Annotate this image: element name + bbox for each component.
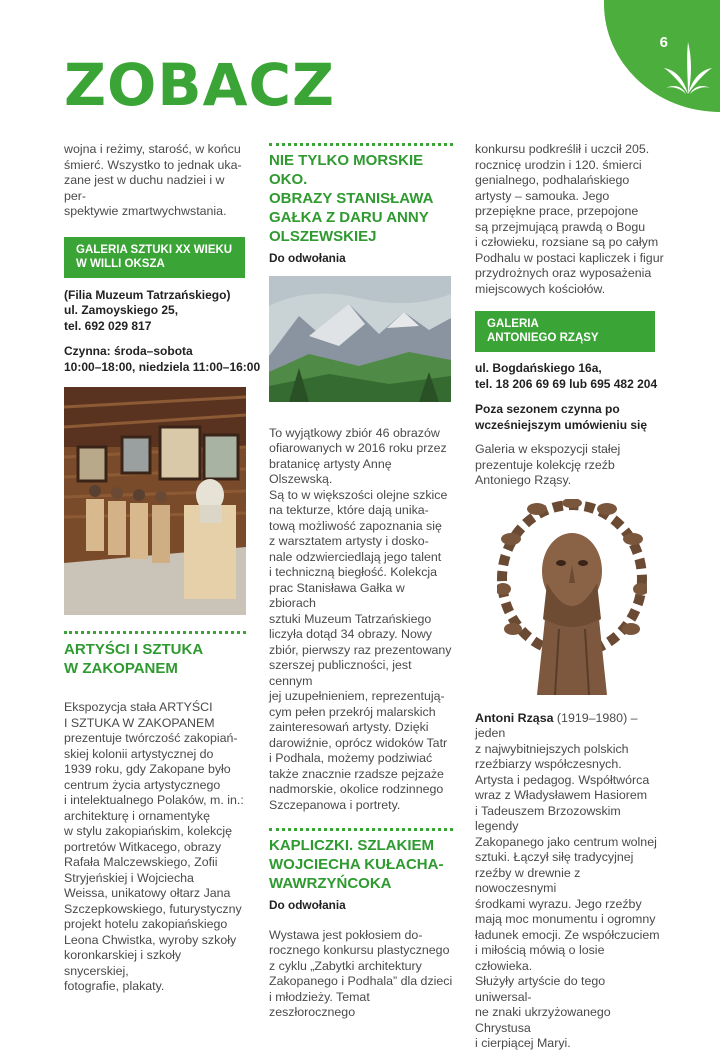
- text-line: Służyły artyście do tego uniwersal-: [475, 974, 606, 1004]
- heading-line: WOJCIECHA KUŁACHA-: [269, 856, 444, 873]
- text-line: zane jest w duchu nadziei i w per-: [64, 173, 225, 203]
- text-line: (Filia Muzeum Tatrzańskiego): [64, 287, 231, 302]
- bio-dates: (1919–1980) – jeden: [475, 710, 638, 740]
- text-line: i intelektualnego Polaków, m. in.:: [64, 793, 244, 807]
- text-line: Są to w większości olejne szkice: [269, 487, 448, 502]
- text-line: ul. Zamoyskiego 25,: [64, 303, 179, 317]
- text-line: [475, 711, 665, 742]
- heading-line: ARTYŚCI I SZTUKA: [64, 641, 204, 658]
- page-title: ZOBACZ: [64, 51, 336, 119]
- text-line: wcześniejszym umówieniu się: [475, 417, 648, 432]
- gallery-rzasa-desc: [475, 442, 665, 489]
- text-line: zainteresowań artysty. Dzięki: [269, 720, 429, 734]
- box-line: GALERIA: [487, 318, 539, 330]
- heading-line: OLSZEWSKIEJ: [269, 228, 377, 245]
- heading-line: GAŁKA Z DARU ANNY: [269, 209, 429, 226]
- text-line: rzeźbiarzy współczesnych.: [475, 757, 622, 771]
- section-divider: [64, 631, 246, 634]
- gallery-oksza-box: [64, 237, 245, 278]
- text-line: ładunek emocji. Ze współczuciem: [475, 927, 660, 942]
- text-line: Podhalu w postaci kapliczek i figur: [475, 250, 664, 265]
- text-line: i młodzieży. Temat zeszłorocznego: [269, 989, 370, 1019]
- galek-text: [269, 426, 453, 814]
- text-line: I SZTUKA W ZAKOPANEM: [64, 715, 215, 730]
- column-right: [475, 142, 665, 1052]
- text-line: cym pełen przekrój malarskich: [269, 704, 436, 719]
- text-line: Leona Chwistka, wyroby szkoły: [64, 932, 237, 947]
- text-line: prezentuje twórczość zakopiań-: [64, 731, 238, 745]
- text-line: miejscowych kościołów.: [475, 281, 606, 296]
- text-line: bratanicę artysty Annę Olszewską.: [269, 456, 392, 486]
- text-line: prac Stanisława Gałka w zbiorach: [269, 580, 405, 610]
- text-line: i cierpiącej Maryi.: [475, 1036, 571, 1050]
- leaf-icon: [662, 38, 714, 96]
- text-line: prezentuje kolekcję rzeźb: [475, 457, 615, 472]
- text-line: także znacznie rzadsze pejzaże: [269, 766, 444, 781]
- text-line: rocznego konkursu plastycznego: [269, 943, 450, 957]
- text-line: Wystawa jest pokłosiem do-: [269, 927, 423, 942]
- text-line: z warsztatem artysty i dosko-: [269, 534, 429, 548]
- text-line: Weissa, unikatowy ołtarz Jana: [64, 886, 231, 900]
- wooden-sculpture-photo: [497, 499, 647, 695]
- text-line: spektywie zmartwychwstania.: [64, 204, 227, 218]
- artysci-text: [64, 700, 246, 995]
- gallery-rzasa-hours: [475, 402, 665, 433]
- text-line: ofiarowanych w 2016 roku przez: [269, 441, 447, 455]
- gallery-rzasa-box: [475, 311, 655, 352]
- text-line: zbiór, pierwszy raz prezentowany: [269, 642, 452, 657]
- text-line: z cyklu „Zabytki architektury: [269, 958, 422, 973]
- intro-text: [64, 142, 246, 220]
- text-line: nadmorskie, okolice rodzinnego: [269, 782, 444, 796]
- text-line: śmierć. Wszystko to jednak uka-: [64, 157, 242, 172]
- text-line: Szczepkowskiego, futurystyczny: [64, 901, 242, 916]
- text-line: przydrożnych oraz wyposażenia: [475, 266, 652, 280]
- heading-line: WAWRZYŃCOKA: [269, 875, 392, 892]
- text-line: Stryjeńskiej i Wojciecha: [64, 870, 194, 885]
- rzasa-bio: [475, 711, 665, 1052]
- text-line: ul. Bogdańskiego 16a,: [475, 361, 602, 375]
- text-line: tel. 18 206 69 69 lub 695 482 204: [475, 376, 658, 391]
- text-line: i miłością mówią o losie człowieka.: [475, 943, 605, 973]
- box-line: W WILLI OKSZA: [76, 257, 165, 270]
- text-line: genialnego, podhalańskiego: [475, 173, 630, 187]
- text-line: 10:00–18:00, niedziela 11:00–16:00: [64, 359, 261, 374]
- text-line: konkursu podkreślił i uczcił 205.: [475, 142, 650, 156]
- kapliczki-text: [269, 928, 453, 1021]
- text-line: liczyła dotąd 34 obrazy. Nowy: [269, 627, 432, 641]
- kapliczki-heading: [269, 836, 453, 893]
- text-line: Galeria w ekspozycji stałej: [475, 442, 621, 456]
- gallery-oksza-hours: [64, 344, 261, 375]
- text-line: nale odzwierciedlają jego talent: [269, 549, 442, 564]
- kapliczki-continued-text: [475, 142, 665, 297]
- text-line: mają moc monumentu i ogromny: [475, 912, 656, 926]
- gallery-oksza-address: [64, 288, 246, 335]
- text-line: z najwybitniejszych polskich: [475, 741, 629, 756]
- text-line: architekturę i ornamentykę: [64, 808, 211, 823]
- text-line: Czynna: środa–sobota: [64, 344, 193, 358]
- text-line: fotografie, plakaty.: [64, 979, 165, 993]
- mountain-painting-photo: [269, 276, 451, 402]
- text-line: koronkarskiej i szkoły snycerskiej,: [64, 948, 182, 978]
- column-left: [64, 142, 261, 995]
- text-line: w stylu zakopiańskim, kolekcję: [64, 824, 233, 838]
- text-line: i techniczną biegłość. Kolekcja: [269, 565, 438, 579]
- text-line: sztuki Muzeum Tatrzańskiego: [269, 611, 432, 626]
- text-line: są przejmującą prawdą o Bogu: [475, 219, 646, 234]
- section-divider: [269, 143, 453, 146]
- text-line: Antoniego Rząsy.: [475, 473, 572, 487]
- text-line: szerszej publiczności, jest cennym: [269, 658, 412, 688]
- text-line: To wyjątkowy zbiór 46 obrazów: [269, 425, 440, 440]
- text-line: i człowieku, rozsiane są po całym: [475, 235, 659, 249]
- text-line: projekt hotelu zakopiańskiego: [64, 917, 228, 931]
- text-line: środkami wyrazu. Jego rzeźby: [475, 896, 642, 911]
- text-line: centrum życia artystycznego: [64, 777, 221, 792]
- box-line: ANTONIEGO RZĄSY: [487, 332, 599, 344]
- text-line: przepiękne prace, przepojone: [475, 204, 639, 218]
- text-line: tową możliwość zapoznania się: [269, 518, 442, 533]
- section-divider: [269, 828, 453, 831]
- heading-line: NIE TYLKO MORSKIE OKO.: [269, 152, 424, 188]
- text-line: jej uzupełnieniem, reprezentują-: [269, 689, 445, 703]
- text-line: na tekturze, które dają unika-: [269, 503, 429, 517]
- artysci-heading: [64, 640, 246, 678]
- page-number: 6: [659, 34, 668, 51]
- bio-name: Antoni Rząsa: [475, 710, 554, 725]
- text-line: darowiźnie, oprócz widoków Tatr: [269, 735, 448, 750]
- galek-dates: Do odwołania: [269, 251, 346, 265]
- heading-line: KAPLICZKI. SZLAKIEM: [269, 837, 434, 854]
- text-line: i Tadeuszem Brzozowskim legendy: [475, 803, 621, 833]
- text-line: wojna i reżimy, starość, w końcu: [64, 142, 241, 156]
- text-line: Rafała Malczewskiego, Zofii: [64, 855, 218, 869]
- text-line: ne znaki ukrzyżowanego Chrystusa: [475, 1005, 611, 1035]
- text-line: wraz z Władysławem Hasiorem: [475, 788, 648, 802]
- text-line: 1939 roku, gdy Zakopane było: [64, 762, 231, 776]
- heading-line: OBRAZY STANISŁAWA: [269, 190, 434, 207]
- text-line: sztuki. Łączył siłę tradycyjnej: [475, 850, 634, 864]
- gallery-interior-photo: [64, 387, 246, 615]
- text-line: Szczepanowa i portrety.: [269, 797, 401, 812]
- text-line: Poza sezonem czynna po: [475, 402, 620, 416]
- text-line: portretów Witkacego, obrazy: [64, 839, 222, 854]
- text-line: Zakopanego jako centrum wolnej: [475, 834, 657, 849]
- text-line: i Podhala, możemy podziwiać: [269, 751, 433, 765]
- text-line: rzeźby w drewnie z nowoczesnymi: [475, 865, 581, 895]
- text-line: rocznicę urodzin i 120. śmierci: [475, 157, 642, 172]
- kapliczki-dates: Do odwołania: [269, 898, 346, 912]
- text-line: skiej kolonii artystycznej do: [64, 746, 214, 761]
- text-line: Zakopanego i Podhala” dla dzieci: [269, 974, 453, 988]
- galek-heading: [269, 151, 453, 246]
- text-line: artysty – samouka. Jego: [475, 188, 610, 203]
- column-middle: [269, 142, 453, 1021]
- heading-line: W ZAKOPANEM: [64, 660, 178, 677]
- text-line: Ekspozycja stała ARTYŚCI: [64, 700, 213, 714]
- gallery-rzasa-address: [475, 361, 665, 392]
- box-line: GALERIA SZTUKI XX WIEKU: [76, 243, 233, 256]
- text-line: tel. 692 029 817: [64, 318, 152, 333]
- text-line: Artysta i pedagog. Współtwórca: [475, 772, 650, 787]
